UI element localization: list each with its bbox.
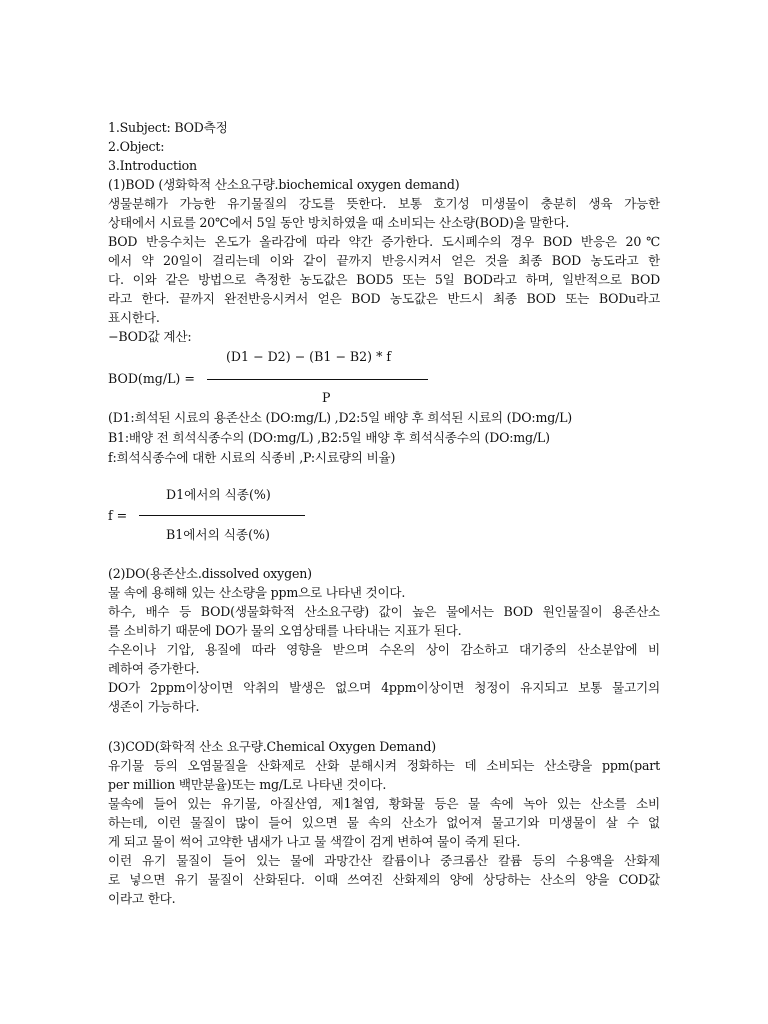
subject-line: 1.Subject: BOD측정 xyxy=(108,120,228,135)
bod-heading: (1)BOD (생화학적 산소요구량.biochemical oxygen demand) xyxy=(108,177,460,192)
bod-paragraph-line: 다. 이와 같은 방법으로 측정한 농도값은 BOD5 또는 5일 BOD라고 하며, 일반적으로 BOD xyxy=(108,272,660,287)
cod-line: 하는데, 이런 물질이 많이 들어 있으면 물 속의 산소가 없어져 물고기와 미생물이 살 수 없 xyxy=(108,815,660,830)
cod-line: 로 넣으면 유기 물질이 산화된다. 이때 쓰여진 산화제의 양에 상당하는 산소의 양을 COD값 xyxy=(108,872,660,887)
bod-paragraph-line: BOD 반응수치는 온도가 올라감에 따라 약간 증가한다. 도시폐수의 경우 BOD 반응은 20℃ xyxy=(108,234,660,249)
cod-line: 유기물 등의 오염물질을 산화제로 산화 분해시켜 정화하는 데 소비되는 산소량을 ppm(part xyxy=(108,758,660,773)
f-formula-lhs: f = xyxy=(108,508,128,523)
f-formula-denominator: B1에서의 식종(%) xyxy=(166,527,270,542)
bod-formula-numerator: (D1 − D2) − (B1 − B2) * f xyxy=(226,349,392,364)
cod-line: per million 백만분율)또는 mg/L로 나타낸 것이다. xyxy=(108,777,387,792)
bod-calc-label: −BOD값 계산: xyxy=(108,329,192,344)
cod-heading: (3)COD(화학적 산소 요구량.Chemical Oxygen Demand) xyxy=(108,739,436,754)
do-line: 물 속에 용해해 있는 산소량을 ppm으로 나타낸 것이다. xyxy=(108,585,406,600)
bod-legend-line: (D1:희석된 시료의 용존산소 (DO:mg/L) ,D2:5일 배양 후 희석된 시료의 (DO:mg/L) xyxy=(108,410,572,425)
do-line: 하수, 배수 등 BOD(생물화학적 산소요구량) 값이 높은 물에서는 BOD 원인물질이 용존산소 xyxy=(108,604,660,619)
bod-paragraph-line: 생물분해가 가능한 유기물질의 강도를 뜻한다. 보통 호기성 미생물이 충분히 생육 가능한 xyxy=(108,196,660,211)
introduction-heading: 3.Introduction xyxy=(108,158,197,173)
bod-formula-lhs: BOD(mg/L) = xyxy=(108,371,195,386)
object-line: 2.Object: xyxy=(108,139,165,154)
do-line: 를 소비하기 때문에 DO가 물의 오염상태를 나타내는 지표가 된다. xyxy=(108,623,462,638)
f-formula-numerator: D1에서의 식종(%) xyxy=(166,487,271,502)
bod-paragraph-line: 라고 한다. 끝까지 완전반응시켜서 얻은 BOD 농도값은 반드시 최종 BOD 또는 BODu라고 xyxy=(108,291,660,306)
bod-paragraph-line: 에서 약 20일이 걸리는데 이와 같이 끝까지 반응시켜서 얻은 것을 최종 BOD 농도라고 한 xyxy=(108,253,660,268)
cod-line: 이런 유기 물질이 들어 있는 물에 과망간산 칼륨이나 중크롬산 칼륨 등의 수용액을 산화제 xyxy=(108,853,660,868)
bod-legend-line: f:희석식종수에 대한 시료의 식종비 ,P:시료량의 비율) xyxy=(108,450,396,465)
bod-paragraph-line: 표시한다. xyxy=(108,310,160,325)
do-line: 생존이 가능하다. xyxy=(108,699,200,714)
do-line: DO가 2ppm이상이면 악취의 발생은 없으며 4ppm이상이면 청정이 유지되고 보통 물고기의 xyxy=(108,680,660,695)
bod-fraction-bar xyxy=(207,379,428,380)
bod-formula-denominator: P xyxy=(322,390,331,405)
do-heading: (2)DO(용존산소.dissolved oxygen) xyxy=(108,566,312,581)
cod-line: 게 되고 물이 썩어 고약한 냄새가 나고 물 색깔이 검게 변하여 물이 죽게 된다. xyxy=(108,834,521,849)
cod-line: 이라고 한다. xyxy=(108,891,176,906)
do-line: 수온이나 기압, 용질에 따라 영향을 받으며 수온의 상이 감소하고 대기중의 산소분압에 비 xyxy=(108,642,660,657)
bod-legend-line: B1:배양 전 희석식종수의 (DO:mg/L) ,B2:5일 배양 후 희석식종수의 (DO:mg/L) xyxy=(108,430,550,445)
bod-paragraph-line: 상태에서 시료를 20℃에서 5일 동안 방치하였을 때 소비되는 산소량(BOD)을 말한다. xyxy=(108,215,570,230)
cod-line: 물속에 들어 있는 유기물, 아질산염, 제1철염, 황화물 등은 물 속에 녹아 있는 산소를 소비 xyxy=(108,796,660,811)
do-line: 례하여 증가한다. xyxy=(108,661,200,676)
f-fraction-bar xyxy=(139,515,305,516)
